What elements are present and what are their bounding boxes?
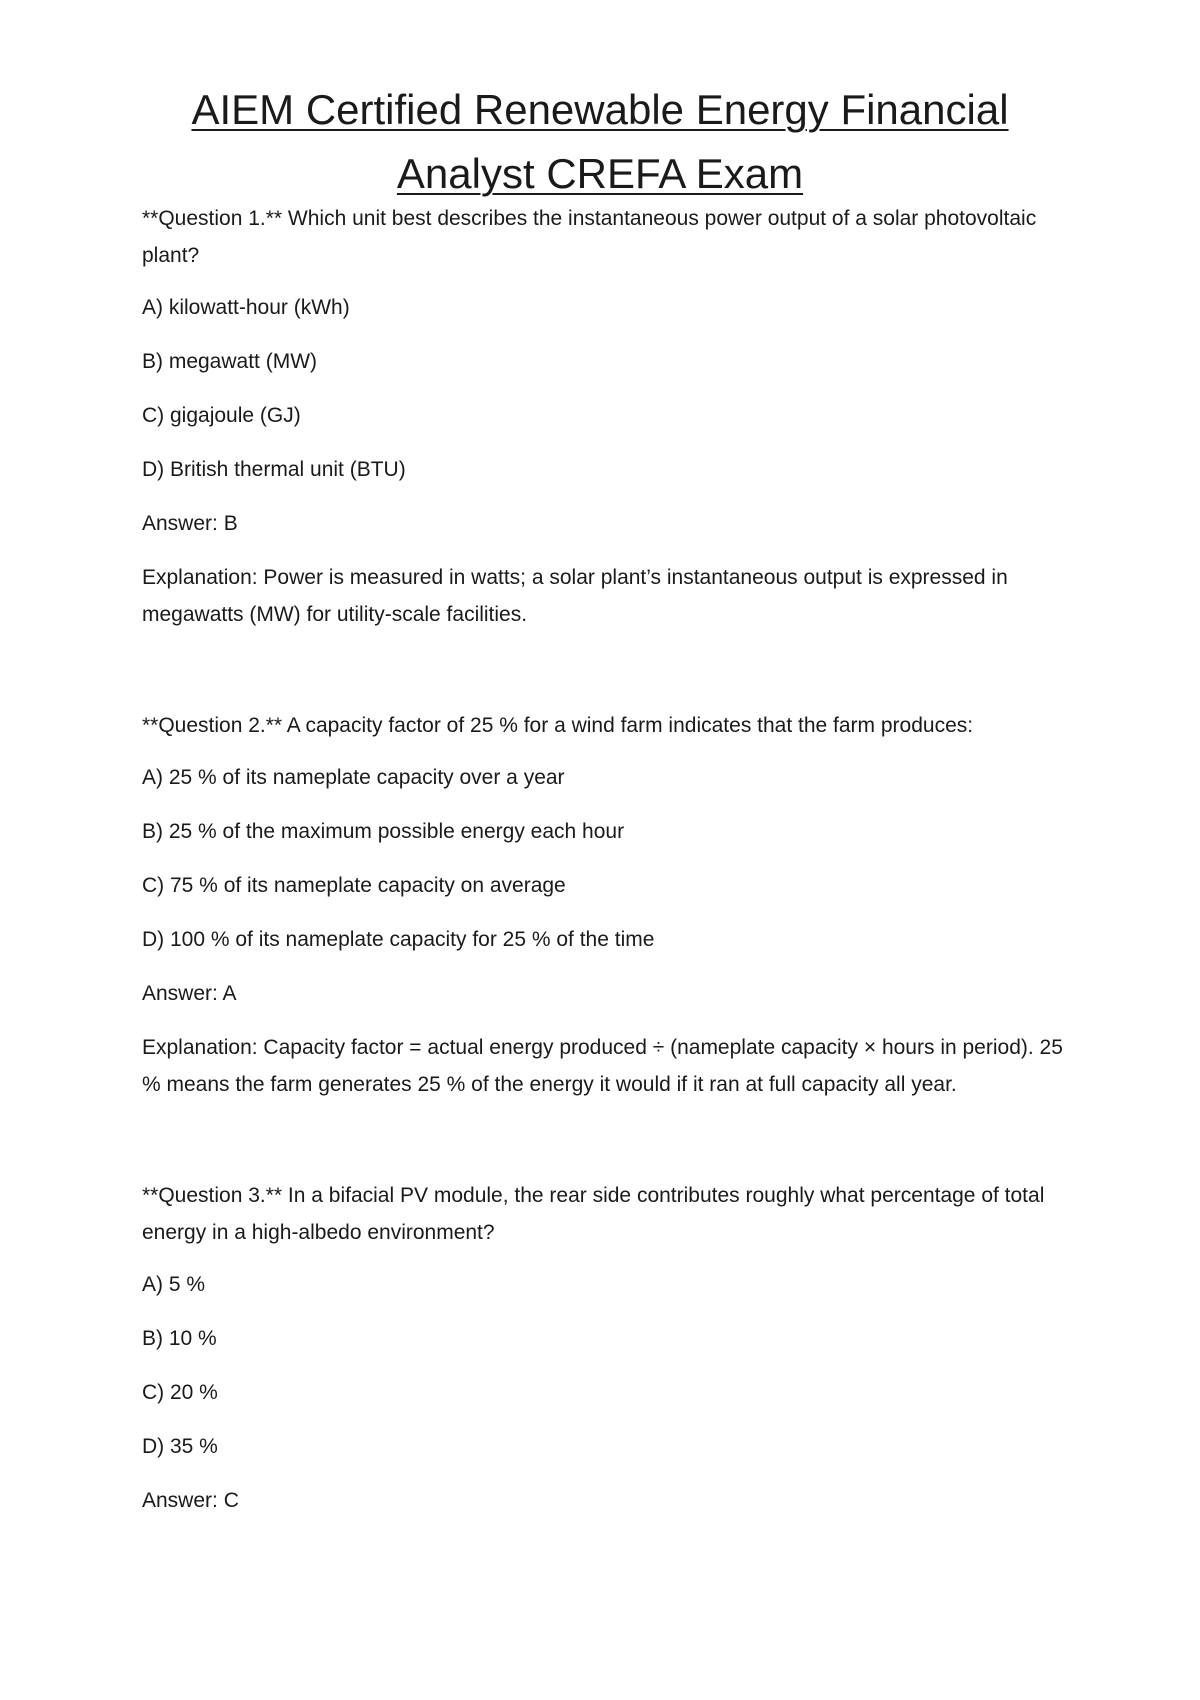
option-c: C) 20 % bbox=[142, 1381, 218, 1404]
explanation-text: Explanation: Power is measured in watts; a solar plant’s instantaneous output is expressed in megawatts (MW) for utility-scale facilities. bbox=[142, 566, 1008, 626]
option-d: D) 100 % of its nameplate capacity for 25 % of the time bbox=[142, 928, 655, 951]
option-d: D) 35 % bbox=[142, 1435, 218, 1458]
option-a: A) 5 % bbox=[142, 1273, 206, 1296]
question-block-3 bbox=[142, 1177, 1082, 1519]
answer-text: Answer: C bbox=[142, 1489, 239, 1512]
question-text: **Question 2.** A capacity factor of 25 % for a wind farm indicates that the farm produces: bbox=[142, 714, 974, 737]
section-spacer bbox=[142, 633, 1082, 707]
option-c: C) gigajoule (GJ) bbox=[142, 404, 301, 427]
option-d: D) British thermal unit (BTU) bbox=[142, 458, 406, 481]
option-b: B) 10 % bbox=[142, 1327, 217, 1350]
section-spacer bbox=[142, 1103, 1082, 1177]
option-b: B) megawatt (MW) bbox=[142, 350, 318, 373]
option-a: A) 25 % of its nameplate capacity over a year bbox=[142, 766, 565, 789]
question-block-2 bbox=[142, 707, 1082, 1103]
option-b: B) 25 % of the maximum possible energy each hour bbox=[142, 820, 625, 843]
question-block-1 bbox=[142, 200, 1082, 633]
title-line-1: AIEM Certified Renewable Energy Financial bbox=[191, 86, 1009, 133]
answer-text: Answer: B bbox=[142, 512, 238, 535]
explanation-text: Explanation: Capacity factor = actual energy produced ÷ (nameplate capacity × hours in period). 25 % means the farm generates 25 % of the energy it would if it ran at full capacity all year. bbox=[142, 1036, 1063, 1096]
option-a: A) kilowatt-hour (kWh) bbox=[142, 296, 350, 319]
question-text: **Question 1.** Which unit best describes the instantaneous power output of a solar photovoltaic plant? bbox=[142, 207, 1037, 267]
document-title bbox=[150, 78, 1050, 206]
title-line-2: Analyst CREFA Exam bbox=[396, 150, 804, 197]
option-c: C) 75 % of its nameplate capacity on average bbox=[142, 874, 566, 897]
answer-text: Answer: A bbox=[142, 982, 237, 1005]
question-text: **Question 3.** In a bifacial PV module, the rear side contributes roughly what percentage of total energy in a high-albedo environment? bbox=[142, 1184, 1045, 1244]
question-list bbox=[142, 200, 1082, 1536]
